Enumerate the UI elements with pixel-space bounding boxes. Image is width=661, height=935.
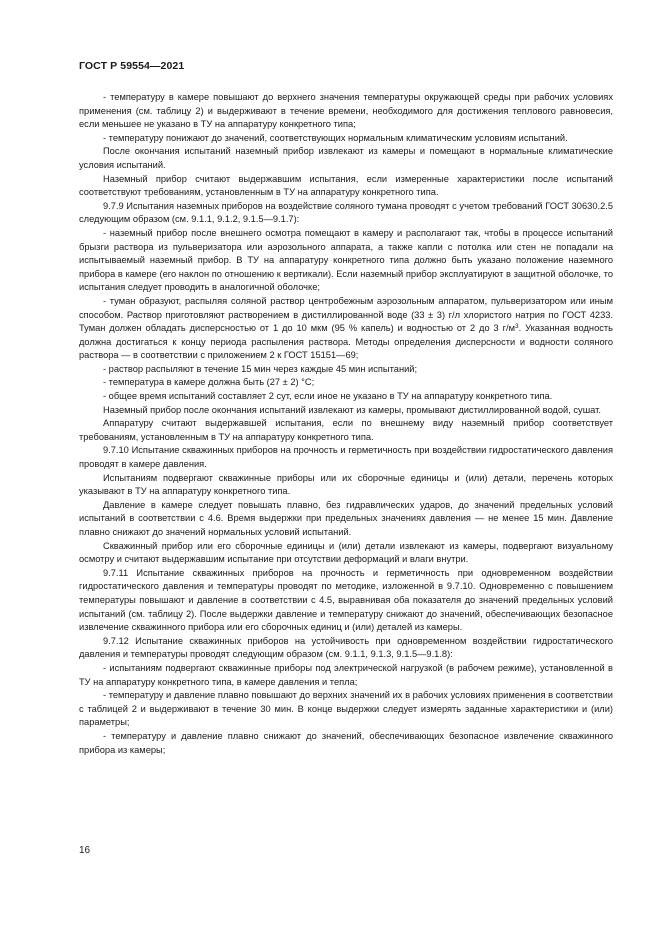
- paragraph: После окончания испытаний наземный прибор извлекают из камеры и помещают в нормальные климатические условия испытаний.: [79, 146, 613, 170]
- paragraph: - температуру и давление плавно повышают до верхних значений их в рабочих условиях применения в соответствии с таблицей 2 и выдерживают в течение 30 мин. В конце выдержки следует измерять заданные характеристики и (или) параметры;: [79, 690, 613, 728]
- section-9-7-11: 9.7.11 Испытание скважинных приборов на прочность и герметичность при одновременном воздействии гидростатического давления и температуры проводят по методике, изложенной в 9.7.10. Одновременно с повышением температуры повышают и давление в соответствии с 4.5, выравнивая оба показателя до значений предельных условий испытаний (см. таблицу 2). После выдержки давление и температуру снижают до значений, обеспечивающих безопасное извлечение скважинного прибора или его сборочных единиц и (или) деталей из камеры.: [79, 567, 613, 633]
- paragraph: - общее время испытаний составляет 2 сут, если иное не указано в ТУ на аппаратуру конкретного типа.: [103, 391, 553, 402]
- paragraph: - температура в камере должна быть (27 ± 2) °С;: [103, 377, 315, 388]
- document-header: ГОСТ Р 59554—2021: [79, 60, 185, 72]
- superscript: 3: [514, 323, 519, 331]
- section-9-7-12: 9.7.12 Испытание скважинных приборов на устойчивость при одновременном воздействии гидростатического давления и температуры проводят следующим образом (см. 9.1.1, 9.1.3, 9.1.5—9.1.8):: [79, 635, 613, 660]
- section-9-7-9: 9.7.9 Испытания наземных приборов на воздействие соляного тумана проводят с учетом требований ГОСТ 30630.2.5 следующим образом (см. 9.1.1, 9.1.2, 9.1.5—9.1.7):: [79, 200, 613, 225]
- paragraph: Давление в камере следует повышать плавно, без гидравлических ударов, до значений предельных условий испытаний в соответствии с 4.6. Время выдержки при предельных значениях давления — не менее 15 мин. Давление плавно снижают до значений нормальных условий испытаний.: [79, 499, 613, 537]
- paragraph: Скважинный прибор или его сборочные единицы и (или) детали извлекают из камеры, подвергают визуальному осмотру и считают выдержавшим испытание при отсутствии деформаций и влаги внутри.: [79, 540, 613, 565]
- paragraph: - наземный прибор после внешнего осмотра помещают в камеру и располагают так, чтобы в процессе испытаний брызги раствора из пульверизатора или аэрозольного аппарата, а также капли с потолка или стен не попадали на испытываемый наземный прибор. В ТУ на аппаратуру конкретного типа должно быть указано положение наземного прибора в камере (его наклон по отношению к вертикали). Если наземный прибор эксплуатируют в защитной оболочке, то испытания следует проводить в аналогичной оболочке;: [79, 227, 613, 293]
- paragraph: - температуру понижают до значений, соответствующих нормальным климатическим условиям испытаний.: [103, 132, 568, 143]
- paragraph: - испытаниям подвергают скважинные приборы под электрической нагрузкой (в рабочем режиме), установленной в ТУ на аппаратуру конкретного типа, в камере давления и тепла;: [79, 662, 613, 687]
- paragraph: Наземный прибор считают выдержавшим испытания, если измеренные характеристики после испытаний соответствуют требованиям, установленным в ТУ на аппаратуру конкретного типа.: [79, 173, 613, 198]
- paragraph: - температуру и давление плавно снижают до значений, обеспечивающих безопасное извлечение скважинного прибора из камеры;: [79, 730, 613, 755]
- paragraph: - раствор распыляют в течение 15 мин через каждые 45 мин испытаний;: [103, 363, 418, 374]
- paragraph: - температуру в камере повышают до верхнего значения температуры окружающей среды при рабочих условиях применения (см. таблицу 2) и выдерживают в течение времени, необходимого для достижения теплового равновесия, если меньшее не указано в ТУ на аппаратуру конкретного типа;: [79, 92, 613, 130]
- document-body: [79, 91, 613, 757]
- paragraph: Наземный прибор после окончания испытаний извлекают из камеры, промывают дистиллированной водой, сушат.: [103, 404, 601, 415]
- paragraph: [79, 295, 613, 363]
- paragraph: Испытаниям подвергают скважинные приборы или их сборочные единицы и (или) детали, перечень которых указывают в ТУ на аппаратуру конкретного типа.: [79, 472, 613, 497]
- section-9-7-10: 9.7.10 Испытание скважинных приборов на прочность и герметичность при воздействии гидростатического давления проводят в камере давления.: [79, 445, 613, 470]
- paragraph-text: - туман образуют, распыляя соляной раствор центробежным аэрозольным аппаратом, пульверизатором или иным способом. Раствор приготовляют растворением в дистиллированной воде (33 ± 3) г/л хлористого натрия по ГОСТ 4233. Туман должен обладать дисперсностью от 1 до 10 мкм (95 % капель) и водностью от 2 до 3 г/м: [79, 295, 613, 334]
- page-number: 16: [79, 845, 91, 856]
- paragraph: Аппаратуру считают выдержавшей испытания, если по внешнему виду наземный прибор соответствует требованиям, установленным в ТУ на аппаратуру конкретного типа.: [79, 418, 613, 442]
- paragraph-text: . Указанная водность должна достигаться к концу периода распыления раствора. Методы определения дисперсности и водности соляного раствора — в соответствии с приложением 2 к ГОСТ 15151—69;: [79, 323, 613, 361]
